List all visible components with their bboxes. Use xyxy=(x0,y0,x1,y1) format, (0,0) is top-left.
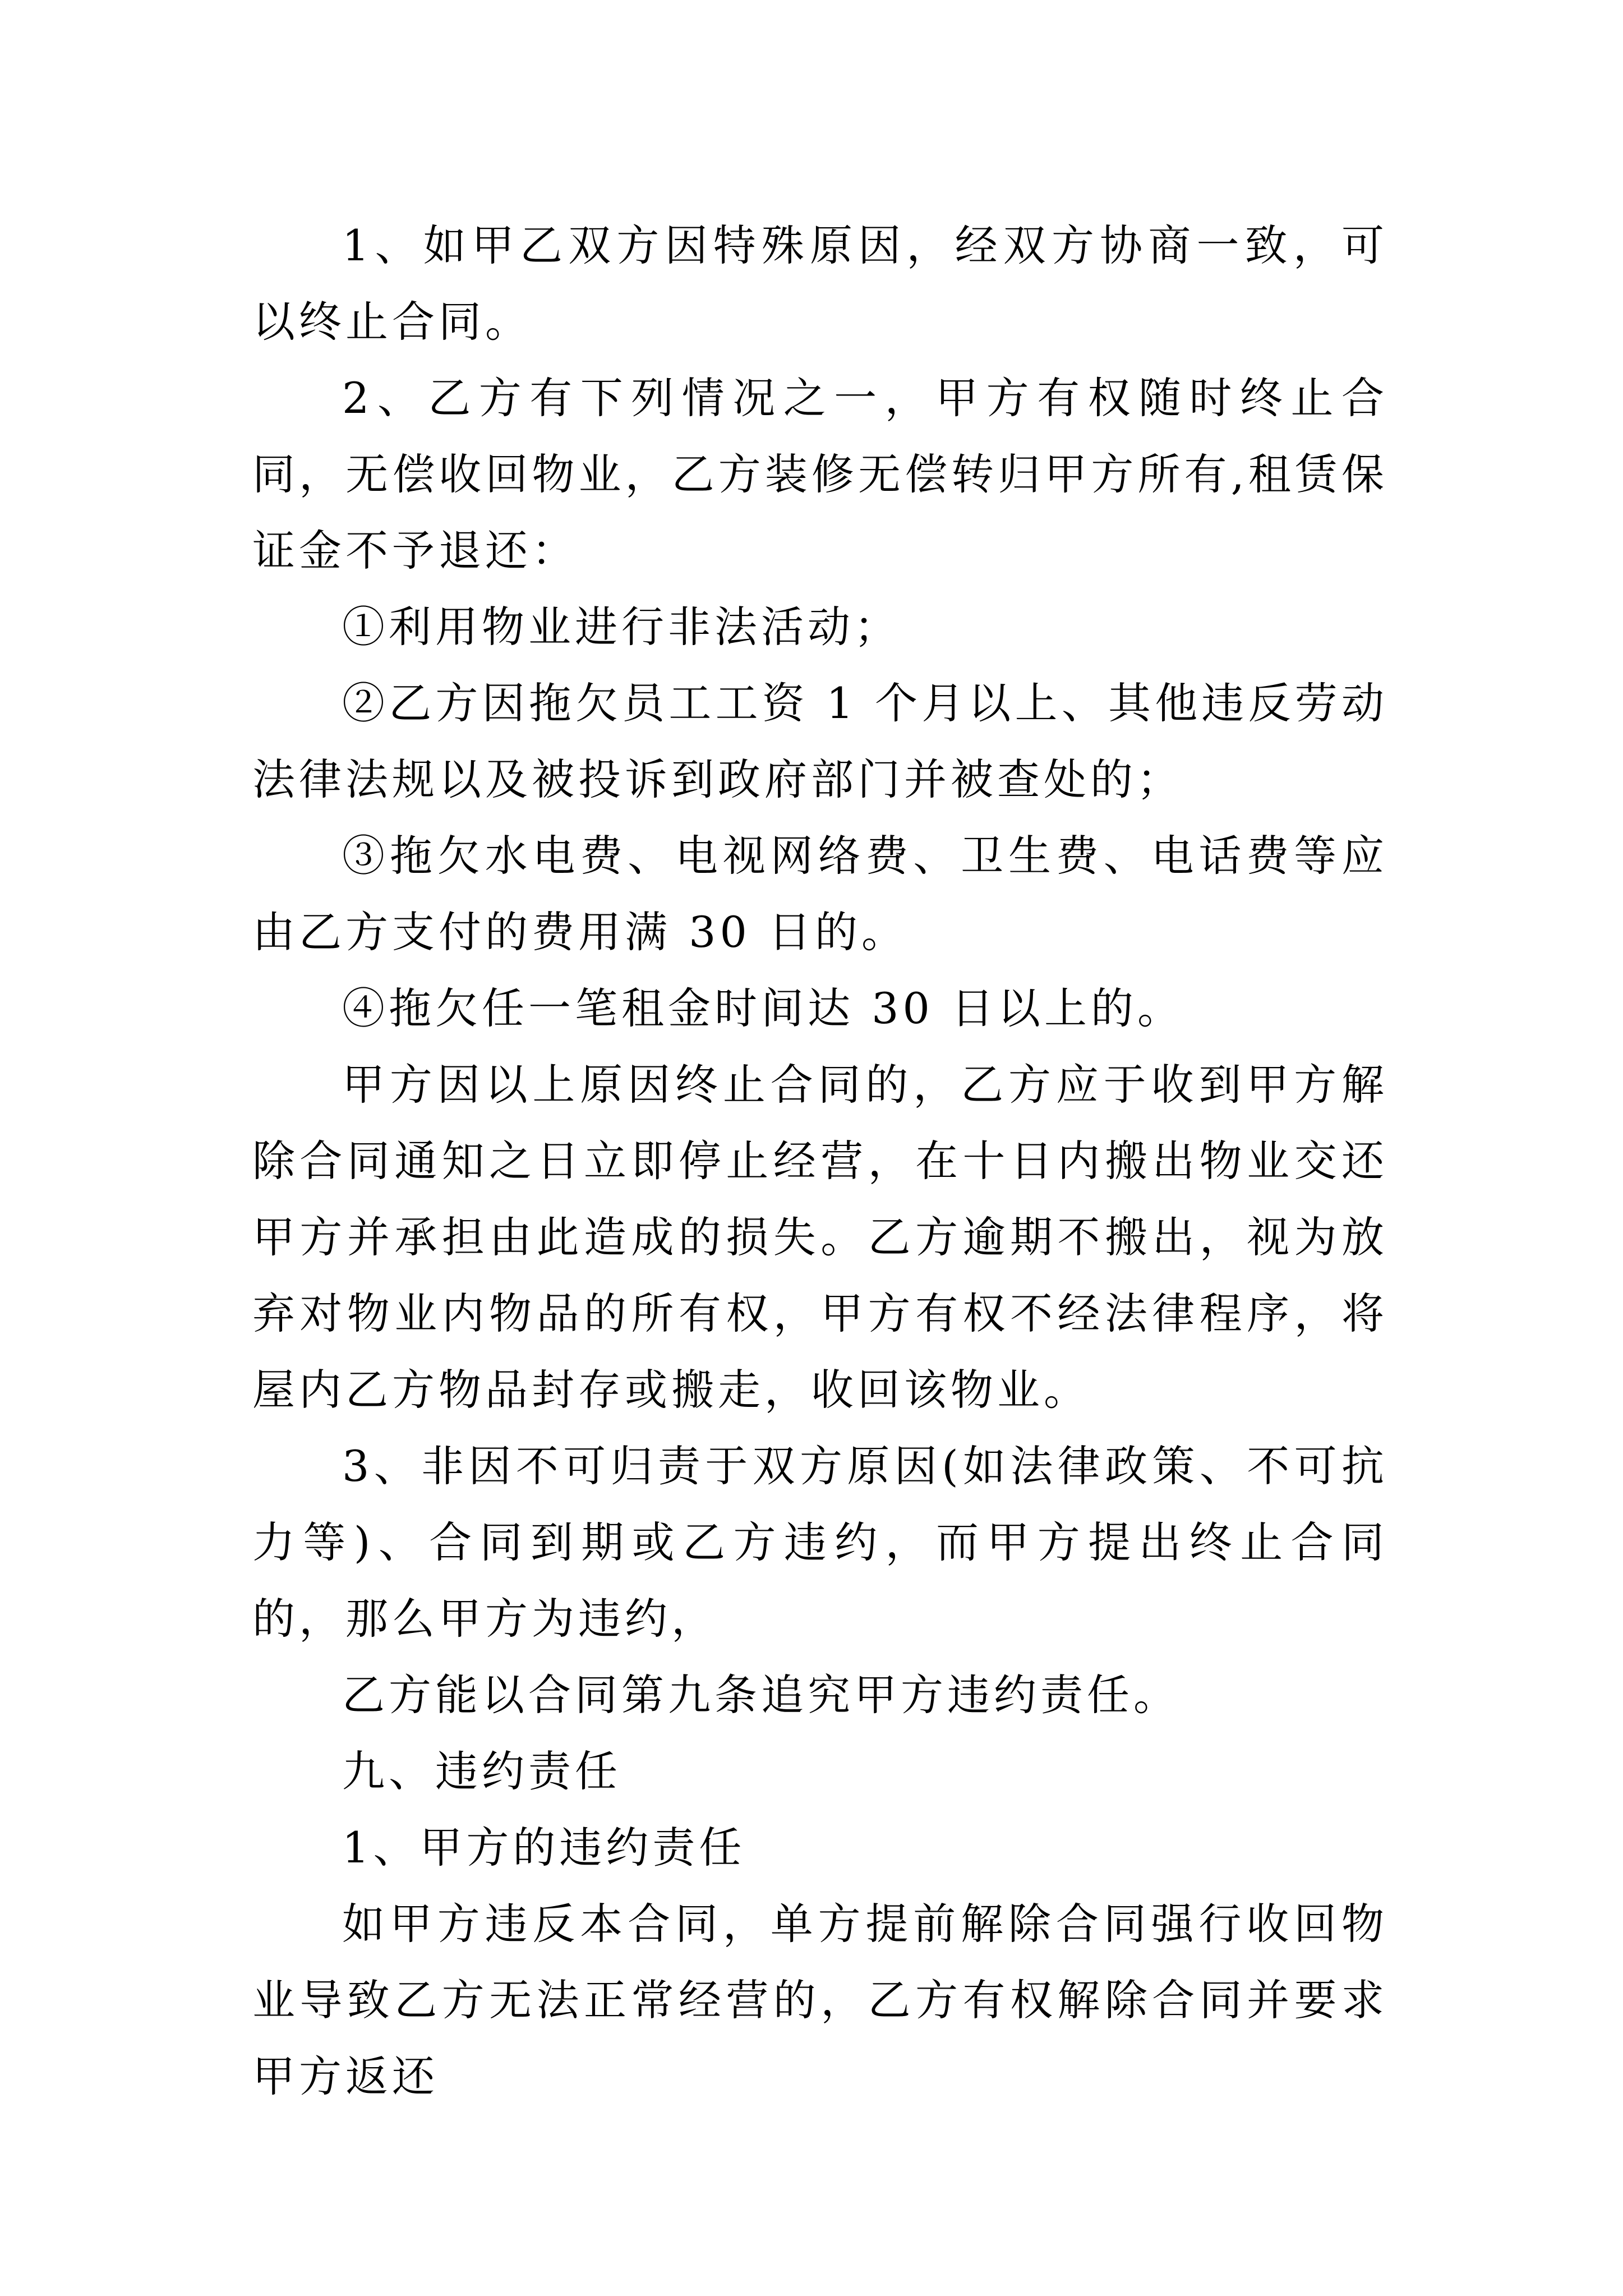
clause-1-mutual-termination: 1、如甲乙双方因特殊原因，经双方协商一致，可以终止合同。 xyxy=(252,220,1388,347)
clause-3-landlord-breach: 3、非因不可归责于双方原因(如法律政策、不可抗力等)、合同到期或乙方违约，而甲方提出终止合同的，那么甲方为违约， xyxy=(252,1441,1388,1644)
termination-consequences: 甲方因以上原因终止合同的，乙方应于收到甲方解除合同通知之日立即停止经营，在十日内搬出物业交还甲方并承担由此造成的损失。乙方逾期不搬出，视为放弃对物业内物品的所有权，甲方有权不经法律程序，将屋内乙方物品封存或搬走，收回该物业。 xyxy=(252,1060,1388,1415)
condition-3-unpaid-utilities: ③拖欠水电费、电视网络费、卫生费、电话费等应由乙方支付的费用满 30 日的。 xyxy=(252,831,1388,957)
condition-2-unpaid-wages: ②乙方因拖欠员工工资 1 个月以上、其他违反劳动法律法规以及被投诉到政府部门并被查处的； xyxy=(252,678,1388,804)
landlord-breach-remedy: 如甲方违反本合同，单方提前解除合同强行收回物业导致乙方无法正常经营的，乙方有权解除合同并要求甲方返还 xyxy=(252,1899,1388,2101)
section-9-subheading-landlord: 1、甲方的违约责任 xyxy=(342,1823,746,1872)
clause-3-liability-reference: 乙方能以合同第九条追究甲方违约责任。 xyxy=(342,1670,1180,1720)
document-body xyxy=(252,208,1388,2115)
section-9-heading: 九、违约责任 xyxy=(342,1746,621,1796)
condition-4-unpaid-rent: ④拖欠任一笔租金时间达 30 日以上的。 xyxy=(342,983,1184,1033)
clause-2-termination-conditions: 2、乙方有下列情况之一，甲方有权随时终止合同，无偿收回物业，乙方装修无偿转归甲方所有,租赁保证金不予退还： xyxy=(252,373,1388,576)
condition-1-illegal-activity: ①利用物业进行非法活动； xyxy=(342,602,901,652)
